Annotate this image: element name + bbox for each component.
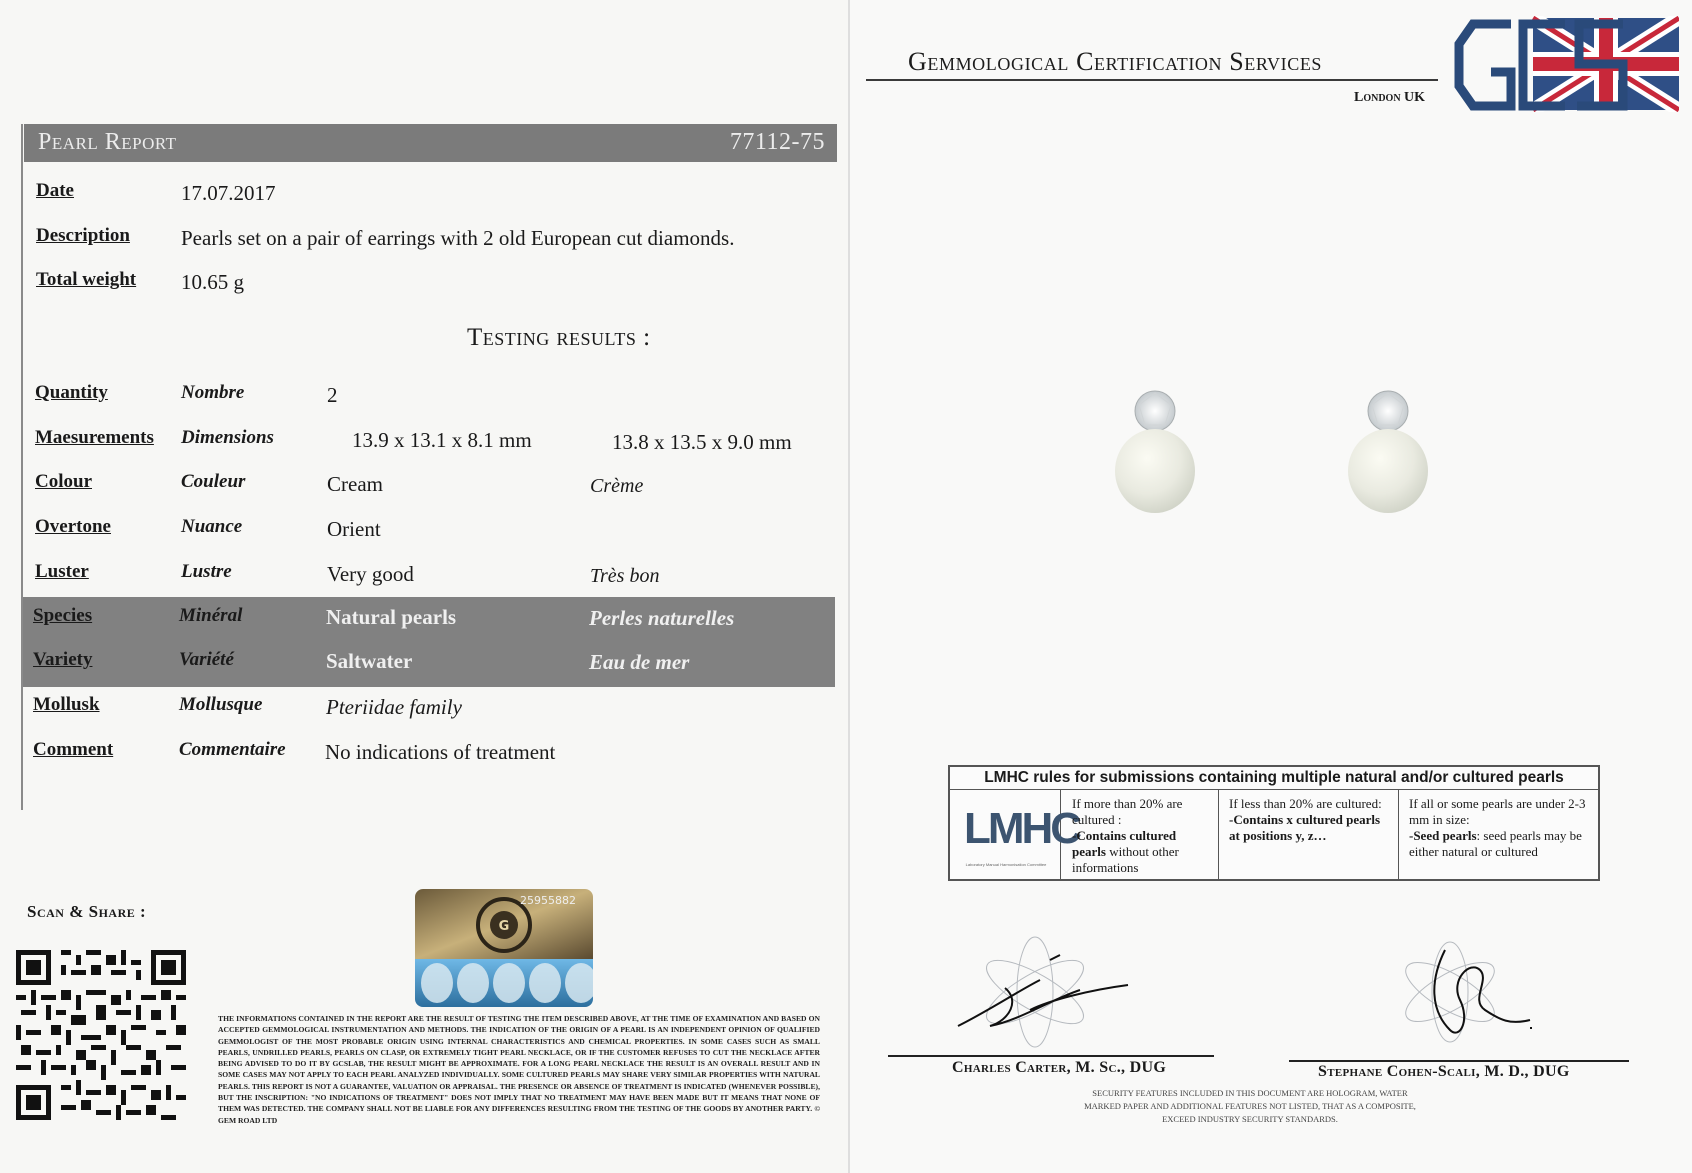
variety-label-fr: Variété: [179, 649, 234, 670]
pearl-earring-left: [1105, 385, 1205, 517]
mollusk-label-fr: Mollusque: [179, 694, 263, 715]
species-label: Species: [33, 605, 93, 626]
date-label: Date: [36, 180, 74, 201]
lmhc-heading: LMHC rules for submissions containing multiple natural and/or cultured pearls: [950, 767, 1598, 790]
qr-code[interactable]: [16, 950, 186, 1120]
comment-label-fr: Commentaire: [179, 739, 286, 760]
company-title: Gemmological Certification Services: [908, 47, 1323, 76]
lmhc-col3-bold: -Seed pearls: [1409, 828, 1477, 843]
species-value-fr: Perles naturelles: [589, 606, 735, 630]
date-value: 17.07.2017: [181, 181, 276, 205]
signature-line-left: [888, 1055, 1214, 1057]
scan-share-title: Scan & Share :: [27, 902, 147, 921]
lmhc-col1-bold: -Contains cultured pearls: [1072, 828, 1177, 859]
luster-label: Luster: [35, 561, 89, 582]
testing-results-title: Testing results :: [467, 324, 651, 351]
comment-label: Comment: [33, 739, 114, 760]
page-fold: [848, 0, 850, 1173]
colour-label-fr: Couleur: [181, 471, 246, 492]
signature-right: [1390, 930, 1540, 1052]
report-frame: [21, 124, 23, 810]
company-location: London UK: [1354, 90, 1426, 105]
lmhc-col2-intro: If less than 20% are cultured:: [1229, 796, 1382, 811]
luster-value-fr: Très bon: [590, 565, 660, 587]
lmhc-col1-intro: If more than 20% are cultured :: [1072, 796, 1183, 827]
lmhc-col-under-20: [1219, 790, 1399, 879]
variety-value: Saltwater: [326, 649, 413, 673]
signatory-left: Charles Carter, M. Sc., DUG: [952, 1059, 1167, 1076]
lmhc-col3-intro: If all or some pearls are under 2-3 mm in size:: [1409, 796, 1586, 827]
luster-value: Very good: [327, 562, 414, 586]
colour-label: Colour: [35, 471, 92, 492]
lmhc-rules-table: [948, 765, 1600, 881]
measurements-label: Maesurements: [35, 427, 154, 448]
security-note: SECURITY FEATURES INCLUDED IN THIS DOCUMENT ARE HOLOGRAM, WATER MARKED PAPER AND ADDITIONAL FEATURES NOT LISTED, THAT AS A COMPOSITE, EXCEED INDUSTRY SECURITY STANDARDS.: [1084, 1088, 1416, 1124]
lmhc-col-seed: [1399, 790, 1598, 879]
lmhc-col-over-20: [1062, 790, 1219, 879]
overtone-label: Overtone: [35, 516, 111, 537]
measurements-label-fr: Dimensions: [181, 427, 274, 448]
quantity-label: Quantity: [35, 382, 108, 403]
measurements-value-1: 13.9 x 13.1 x 8.1 mm: [352, 428, 532, 452]
report-header-bar: [24, 124, 837, 162]
signatory-right: Stephane Cohen-Scali, M. D., DUG: [1318, 1063, 1570, 1080]
lmhc-col3-rest: : seed pearls may be either natural or cultured: [1409, 828, 1582, 859]
comment-value: No indications of treatment: [325, 740, 556, 764]
quantity-label-fr: Nombre: [181, 382, 245, 403]
variety-label: Variety: [33, 649, 93, 670]
hologram-serial: 25955882: [520, 894, 576, 907]
weight-label: Total weight: [36, 269, 137, 290]
signature-left: [950, 930, 1130, 1052]
weight-value: 10.65 g: [181, 270, 244, 294]
species-value: Natural pearls: [326, 605, 457, 629]
overtone-label-fr: Nuance: [181, 516, 243, 537]
report-number: 77112-75: [729, 129, 825, 155]
lmhc-col2-bold: -Contains x cultured pearls at positions y, z…: [1229, 812, 1381, 843]
mollusk-label: Mollusk: [33, 694, 100, 715]
lmhc-col1-rest: without other informations: [1072, 844, 1179, 875]
mollusk-value: Pteriidae family: [326, 695, 462, 719]
luster-label-fr: Lustre: [181, 561, 232, 582]
overtone-value: Orient: [327, 517, 381, 541]
measurements-value-2: 13.8 x 13.5 x 9.0 mm: [612, 430, 792, 454]
colour-value: Cream: [327, 472, 383, 496]
pearl-earring-right: [1338, 385, 1438, 517]
svg-text:G: G: [498, 919, 510, 934]
lmhc-logo-text: LMHC: [964, 804, 1080, 853]
lmhc-logo-caption: Laboratory Manual Harmonisation Committee: [965, 862, 1047, 867]
quantity-value: 2: [327, 383, 338, 407]
variety-value-fr: Eau de mer: [589, 650, 690, 674]
description-value: Pearls set on a pair of earrings with 2 old European cut diamonds.: [181, 226, 735, 250]
gcs-union-jack-logo: [1453, 16, 1679, 112]
header-rule: [866, 79, 1438, 81]
signature-line-right: [1289, 1060, 1629, 1062]
lmhc-logo: [950, 790, 1080, 879]
report-title: Pearl Report: [38, 129, 177, 155]
description-label: Description: [36, 225, 130, 246]
colour-value-fr: Crème: [590, 475, 644, 497]
disclaimer-text: THE INFORMATIONS CONTAINED IN THE REPORT ARE THE RESULT OF TESTING THE ITEM DESCRIBED ABOVE, AT THE TIME OF EXAMINATION AND BASED ON ACCEPTED GEMMOLOGICAL INSTRUMENTATION AND METHODS. THE INDICATION OF THE ORIGIN OF A PEARL IS AN INDEPENDENT OPINION OF QUALIFIED GEMMOLOGIST OF THE MOST PROBABLE ORIGIN USING INTERNAL CHARACTERISTICS AND CHEMICAL PROPERTIES. IN SOME CASES SUCH AS SMALL PEARLS, UNDRILLED PEARLS, PEARLS ON CLASP, OR EXTREMELY TIGHT PEARL NECKLACE, OR IF THE CUSTOMER REFUSES TO CUT THE NECKLACE AFTER BEING ADVISED TO DO IT BY GCSLAB, THE RESULT MIGHT BE APPROXIMATE. FOR A LONG PEARL NECKLACE THE RESULT IS AN OVERALL RESULT AND IN SOME CASES MAY NOT APPLY TO EACH PEARL ANALYZED INDIVIDUALLY. SOME CULTURED PEARLS MAY SHARE VERY SIMILAR PROPERTIES WITH NATURAL PEARLS. THIS REPORT IS NOT A GUARANTEE, VALUATION OR APPRAISAL. THE PRESENCE OR ABSENCE OF TREATMENT IS INDICATED (WHENEVER POSSIBLE), BUT THE INSCRIPTION: "NO INDICATIONS OF TREATMENT" DOES NOT IMPLY THAT NO TREATMENT MAY HAVE BEEN MADE BUT IT MEANS THAT NONE OF THEM WAS DETECTED. THE COMPANY SHALL NOT BE LIABLE FOR ANY DIFFERENCES RESULTING FROM THE TESTING OF THE GOODS BY ANOTHER PARTY. © GEM ROAD LTD: [218, 1014, 820, 1125]
species-label-fr: Minéral: [179, 605, 243, 626]
